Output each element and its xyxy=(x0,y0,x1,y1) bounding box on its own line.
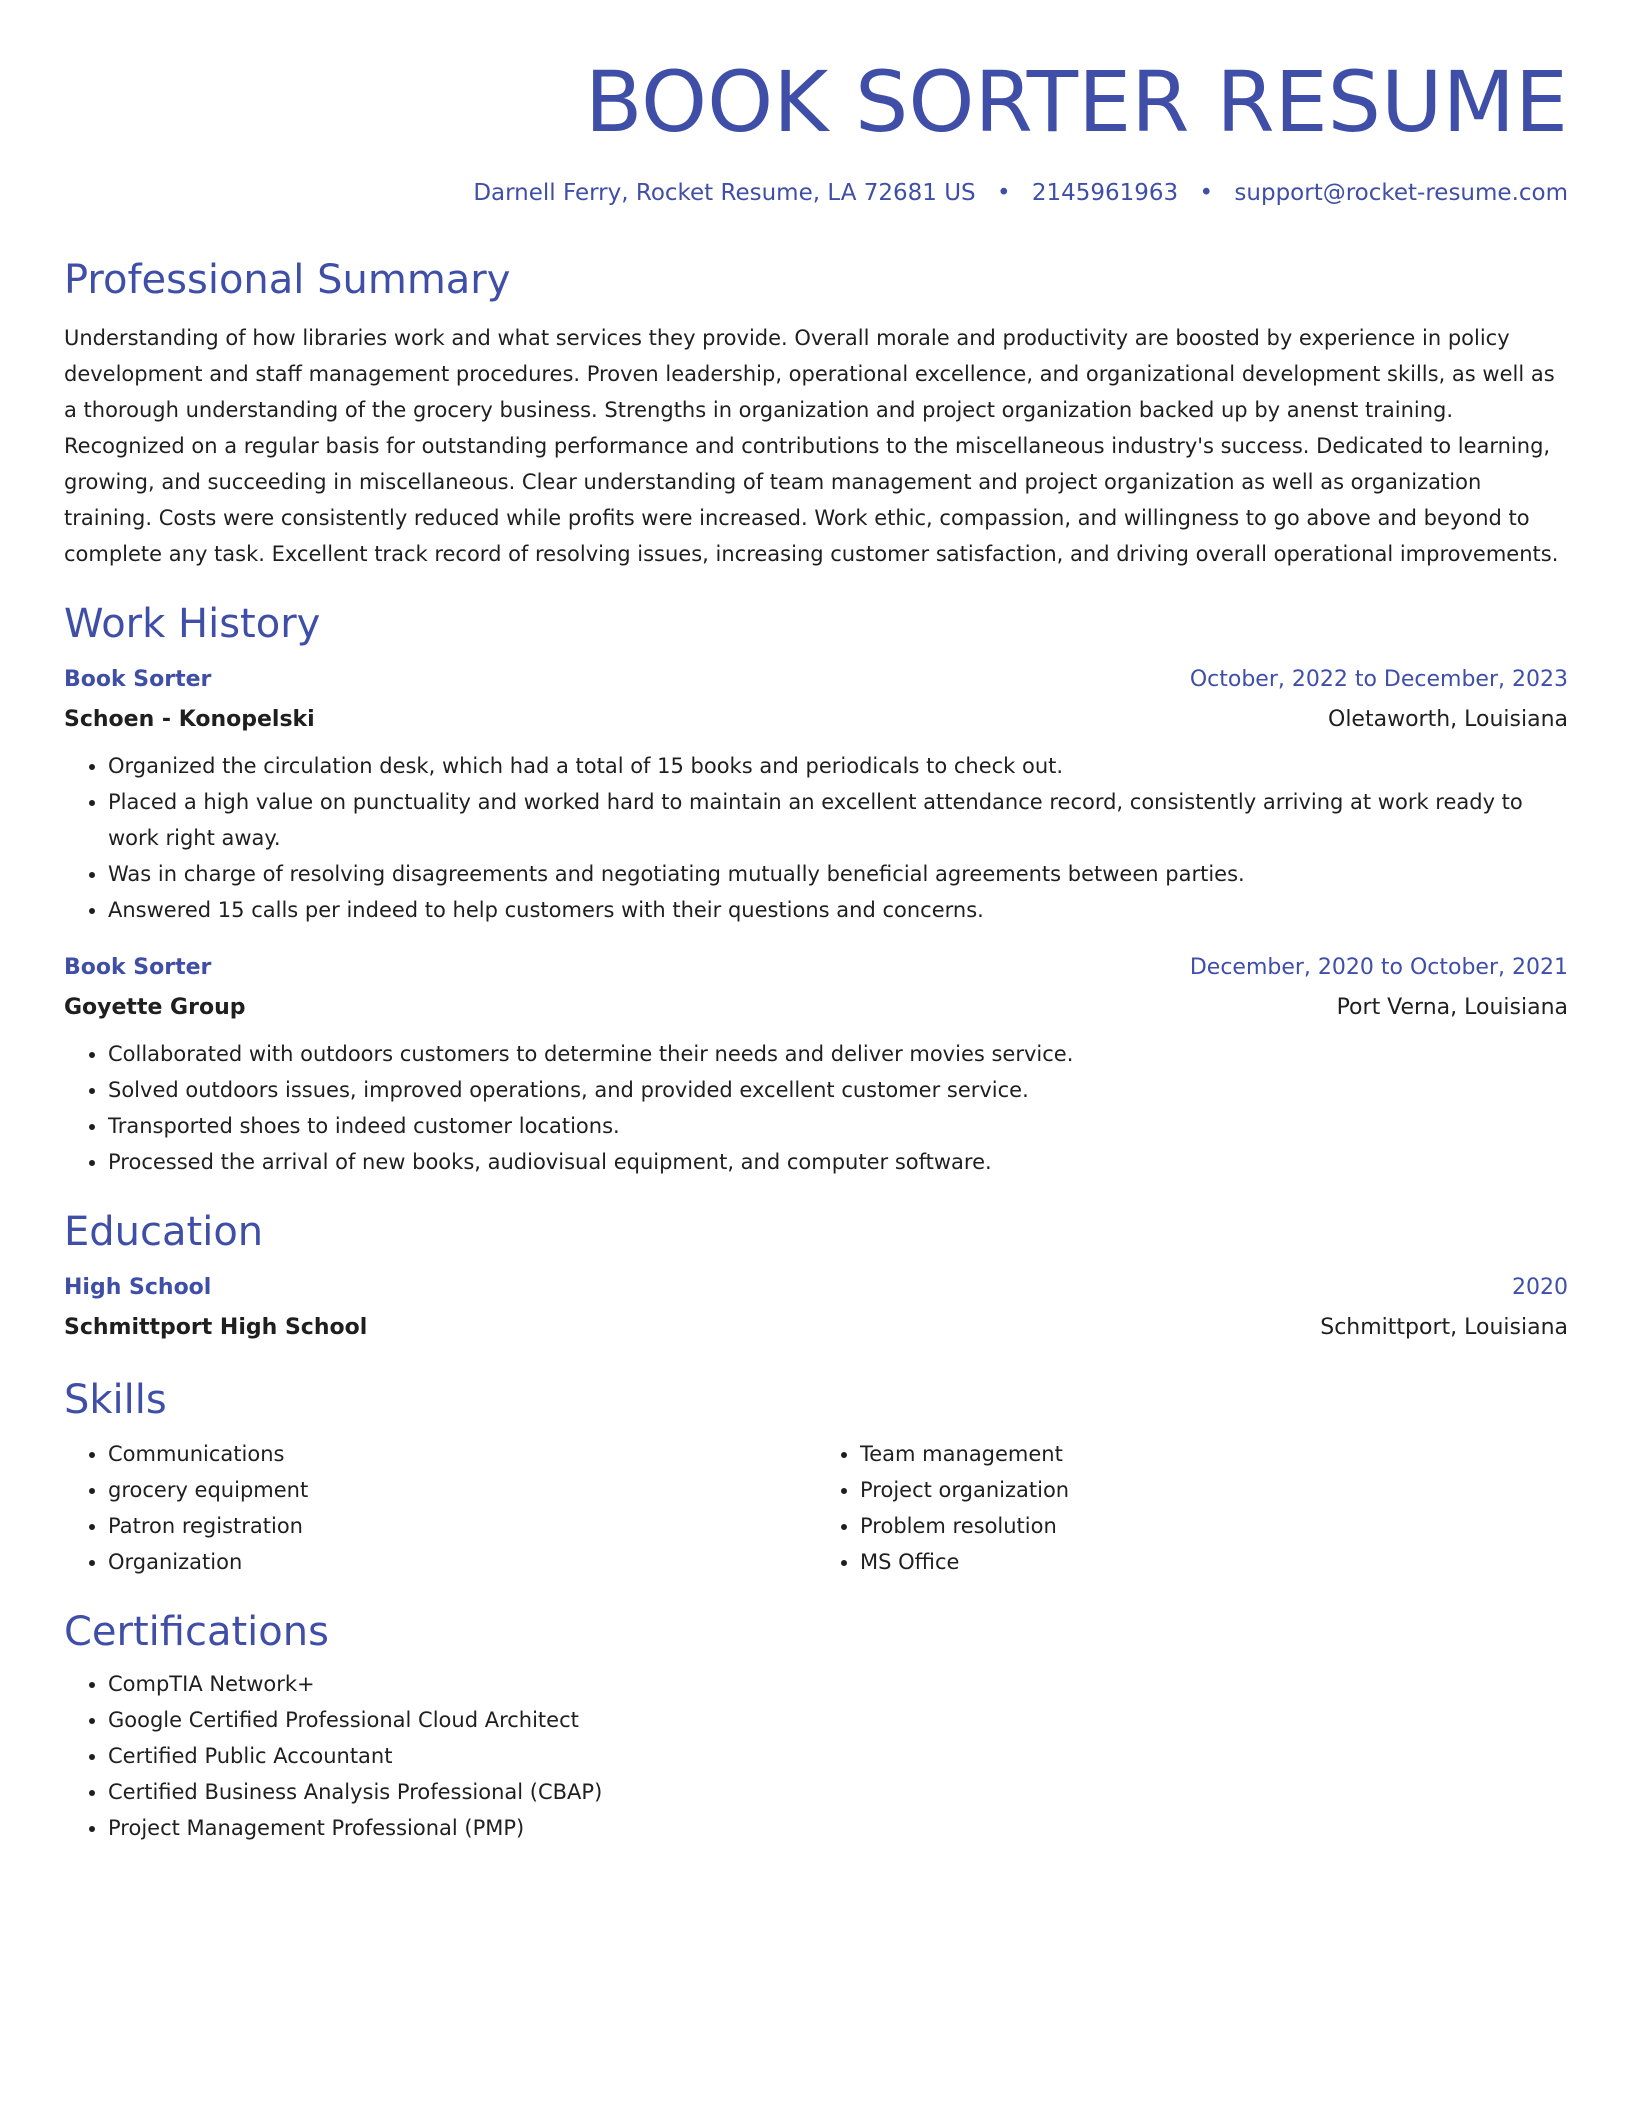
job-title: Book Sorter xyxy=(64,955,212,980)
skills-heading: Skills xyxy=(64,1377,167,1423)
education-section xyxy=(64,1206,1568,1348)
contact-address: Darnell Ferry, Rocket Resume, LA 72681 US xyxy=(473,180,976,206)
education-school: Schmittport High School xyxy=(64,1315,368,1340)
job-title-row xyxy=(64,660,1568,700)
job-company-row xyxy=(64,988,1568,1028)
summary-section xyxy=(64,254,1568,572)
job-bullets xyxy=(64,748,1568,928)
job-entry xyxy=(64,948,1568,1180)
contact-line xyxy=(64,176,1568,210)
certification-item: • Google Certified Professional Cloud Architect xyxy=(108,1702,1568,1738)
certifications-list xyxy=(64,1666,1568,1846)
skill-item: • Patron registration xyxy=(108,1508,816,1544)
job-dates: October, 2022 to December, 2023 xyxy=(1189,667,1568,692)
certification-item: • Certified Business Analysis Professional (CBAP) xyxy=(108,1774,1568,1810)
skill-item: • grocery equipment xyxy=(108,1472,816,1508)
contact-phone: 2145961963 xyxy=(1031,180,1179,206)
job-company: Goyette Group xyxy=(64,995,246,1020)
job-bullet: • Answered 15 calls per indeed to help customers with their questions and concerns. xyxy=(108,892,1568,928)
job-company-row xyxy=(64,700,1568,740)
skill-item: • MS Office xyxy=(860,1544,1568,1580)
certification-item: • Project Management Professional (PMP) xyxy=(108,1810,1568,1846)
job-location: Oletaworth, Louisiana xyxy=(1328,707,1568,732)
job-bullet: • Collaborated with outdoors customers to determine their needs and deliver movies service. xyxy=(108,1036,1568,1072)
skills-column-right xyxy=(816,1436,1568,1580)
education-degree-row xyxy=(64,1268,1568,1308)
skill-item: • Communications xyxy=(108,1436,816,1472)
contact-separator-1: • xyxy=(996,180,1011,206)
education-location: Schmittport, Louisiana xyxy=(1320,1315,1568,1340)
job-bullets xyxy=(64,1036,1568,1180)
job-title-row xyxy=(64,948,1568,988)
job-bullet: • Organized the circulation desk, which had a total of 15 books and periodicals to check out. xyxy=(108,748,1568,784)
contact-email: support@rocket-resume.com xyxy=(1234,180,1568,206)
resume-title: BOOK SORTER RESUME xyxy=(584,53,1568,151)
skill-item: • Problem resolution xyxy=(860,1508,1568,1544)
certification-item: • CompTIA Network+ xyxy=(108,1666,1568,1702)
skill-item: • Team management xyxy=(860,1436,1568,1472)
resume-header xyxy=(64,0,1568,210)
education-heading: Education xyxy=(64,1209,264,1255)
education-entry xyxy=(64,1268,1568,1348)
skills-column-left xyxy=(64,1436,816,1580)
education-degree: High School xyxy=(64,1275,212,1300)
job-company: Schoen - Konopelski xyxy=(64,707,315,732)
skills-section xyxy=(64,1374,1568,1580)
skill-item: • Organization xyxy=(108,1544,816,1580)
skills-grid xyxy=(64,1436,1568,1580)
job-location: Port Verna, Louisiana xyxy=(1336,995,1568,1020)
education-year: 2020 xyxy=(1512,1275,1568,1300)
skill-item: • Project organization xyxy=(860,1472,1568,1508)
summary-heading: Professional Summary xyxy=(64,257,511,303)
summary-text: Understanding of how libraries work and what services they provide. Overall morale and productivity are boosted by experience in policy development and staff management procedures. Proven leadership, operational excellence, and organizational development skills, as well as a thorough understanding of the grocery business. Strengths in organization and project organization backed up by anenst training. Recognized on a regular basis for outstanding performance and contributions to the miscellaneous industry's success. Dedicated to learning, growing, and succeeding in miscellaneous. Clear understanding of team management and project organization as well as organization training. Costs were consistently reduced while profits were increased. Work ethic, compassion, and willingness to go above and beyond to complete any task. Excellent track record of resolving issues, increasing customer satisfaction, and driving overall operational improvements. xyxy=(64,326,1559,566)
certifications-section xyxy=(64,1606,1568,1846)
contact-separator-2: • xyxy=(1199,180,1214,206)
work-history-heading: Work History xyxy=(64,601,321,647)
skills-list-right xyxy=(816,1436,1568,1580)
certifications-heading: Certifications xyxy=(64,1609,329,1655)
job-bullet: • Processed the arrival of new books, audiovisual equipment, and computer software. xyxy=(108,1144,1568,1180)
education-school-row xyxy=(64,1308,1568,1348)
job-entry xyxy=(64,660,1568,928)
job-bullet: • Placed a high value on punctuality and worked hard to maintain an excellent attendance record, consistently arriving at work ready to work right away. xyxy=(108,784,1568,856)
job-title: Book Sorter xyxy=(64,667,212,692)
job-bullet: • Solved outdoors issues, improved operations, and provided excellent customer service. xyxy=(108,1072,1568,1108)
job-dates: December, 2020 to October, 2021 xyxy=(1189,955,1568,980)
job-bullet: • Transported shoes to indeed customer locations. xyxy=(108,1108,1568,1144)
job-bullet: • Was in charge of resolving disagreements and negotiating mutually beneficial agreements between parties. xyxy=(108,856,1568,892)
certification-item: • Certified Public Accountant xyxy=(108,1738,1568,1774)
work-history-section xyxy=(64,598,1568,1180)
skills-list-left xyxy=(64,1436,816,1580)
